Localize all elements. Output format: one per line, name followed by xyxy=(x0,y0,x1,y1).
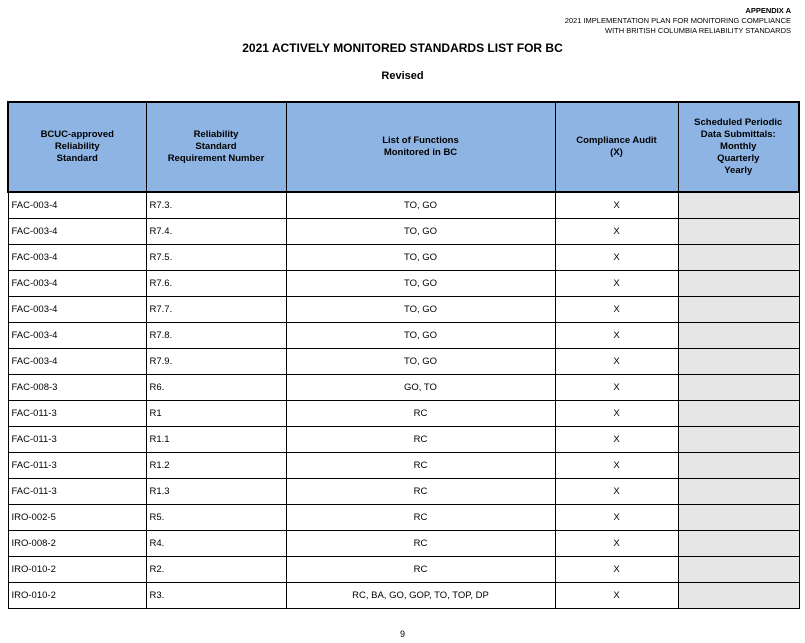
functions-cell: RC xyxy=(286,505,555,531)
functions-cell: RC, BA, GO, GOP, TO, TOP, DP xyxy=(286,583,555,609)
appendix-line-1: 2021 IMPLEMENTATION PLAN FOR MONITORING COMPLIANCE xyxy=(564,16,791,25)
audit-cell: X xyxy=(555,453,678,479)
page-subtitle: Revised xyxy=(381,70,424,82)
header-standard-line: Standard xyxy=(56,153,98,164)
functions-cell: RC xyxy=(286,453,555,479)
audit-cell: X xyxy=(555,479,678,505)
table-row xyxy=(8,192,799,219)
table-row xyxy=(8,531,799,557)
standard-cell: FAC-003-4 xyxy=(8,349,146,375)
header-submittals-line: Scheduled Periodic xyxy=(694,117,783,128)
standard-cell: FAC-003-4 xyxy=(8,297,146,323)
requirement-cell: R7.5. xyxy=(146,245,286,271)
header-audit-line: (X) xyxy=(610,147,623,158)
functions-cell: TO, GO xyxy=(286,192,555,219)
audit-cell: X xyxy=(555,323,678,349)
header-functions-line: Monitored in BC xyxy=(383,147,458,158)
submittals-cell xyxy=(678,401,799,427)
table-row xyxy=(8,453,799,479)
submittals-cell xyxy=(678,297,799,323)
requirement-cell: R4. xyxy=(146,531,286,557)
submittals-cell xyxy=(678,531,799,557)
audit-cell: X xyxy=(555,401,678,427)
submittals-cell xyxy=(678,323,799,349)
table-row xyxy=(8,557,799,583)
appendix-line-2: WITH BRITISH COLUMBIA RELIABILITY STANDARDS xyxy=(604,26,791,35)
table-row xyxy=(8,271,799,297)
table-row xyxy=(8,349,799,375)
submittals-cell xyxy=(678,427,799,453)
standard-cell: FAC-008-3 xyxy=(8,375,146,401)
requirement-cell: R7.3. xyxy=(146,192,286,219)
header-submittals-line: Yearly xyxy=(724,165,753,176)
audit-cell: X xyxy=(555,271,678,297)
requirement-cell: R7.7. xyxy=(146,297,286,323)
submittals-cell xyxy=(678,349,799,375)
header-functions xyxy=(286,102,555,192)
page-title: 2021 ACTIVELY MONITORED STANDARDS LIST FOR BC xyxy=(242,41,563,55)
submittals-cell xyxy=(678,192,799,219)
functions-cell: TO, GO xyxy=(286,297,555,323)
audit-cell: X xyxy=(555,297,678,323)
header-standard-line: BCUC-approved xyxy=(40,129,114,140)
standard-cell: FAC-003-4 xyxy=(8,323,146,349)
audit-cell: X xyxy=(555,557,678,583)
table-row xyxy=(8,219,799,245)
functions-cell: RC xyxy=(286,401,555,427)
header-submittals xyxy=(678,102,799,192)
requirement-cell: R7.4. xyxy=(146,219,286,245)
page-number: 9 xyxy=(399,629,405,639)
requirement-cell: R1.1 xyxy=(146,427,286,453)
header-submittals-line: Quarterly xyxy=(717,153,760,164)
requirement-cell: R1.3 xyxy=(146,479,286,505)
header-requirement-line: Reliability xyxy=(193,129,239,140)
header-functions-line: List of Functions xyxy=(382,135,459,146)
table-row xyxy=(8,401,799,427)
header-requirement-line: Standard xyxy=(195,141,237,152)
submittals-cell xyxy=(678,453,799,479)
functions-cell: TO, GO xyxy=(286,219,555,245)
requirement-cell: R1.2 xyxy=(146,453,286,479)
table-row xyxy=(8,323,799,349)
standard-cell: IRO-010-2 xyxy=(8,583,146,609)
functions-cell: TO, GO xyxy=(286,245,555,271)
functions-cell: RC xyxy=(286,479,555,505)
table-row xyxy=(8,583,799,609)
standard-cell: FAC-011-3 xyxy=(8,427,146,453)
functions-cell: TO, GO xyxy=(286,323,555,349)
audit-cell: X xyxy=(555,192,678,219)
submittals-cell xyxy=(678,505,799,531)
header-requirement xyxy=(146,102,286,192)
standard-cell: FAC-011-3 xyxy=(8,479,146,505)
audit-cell: X xyxy=(555,349,678,375)
table-row xyxy=(8,505,799,531)
standard-cell: FAC-003-4 xyxy=(8,219,146,245)
submittals-cell xyxy=(678,271,799,297)
requirement-cell: R6. xyxy=(146,375,286,401)
requirement-cell: R2. xyxy=(146,557,286,583)
appendix-header xyxy=(565,6,791,36)
submittals-cell xyxy=(678,479,799,505)
audit-cell: X xyxy=(555,427,678,453)
standard-cell: FAC-011-3 xyxy=(8,453,146,479)
table-row xyxy=(8,427,799,453)
table-row xyxy=(8,297,799,323)
requirement-cell: R7.6. xyxy=(146,271,286,297)
header-standard xyxy=(8,102,146,192)
table-body xyxy=(8,192,799,609)
audit-cell: X xyxy=(555,531,678,557)
appendix-label: APPENDIX A xyxy=(745,6,791,15)
functions-cell: RC xyxy=(286,427,555,453)
table-header-row xyxy=(8,102,799,192)
functions-cell: TO, GO xyxy=(286,271,555,297)
submittals-cell xyxy=(678,583,799,609)
table-row xyxy=(8,479,799,505)
header-requirement-line: Requirement Number xyxy=(167,153,265,164)
audit-cell: X xyxy=(555,219,678,245)
standard-cell: FAC-011-3 xyxy=(8,401,146,427)
audit-cell: X xyxy=(555,245,678,271)
requirement-cell: R7.9. xyxy=(146,349,286,375)
table-row xyxy=(8,375,799,401)
header-submittals-line: Monthly xyxy=(720,141,757,152)
standards-table xyxy=(7,101,800,609)
submittals-cell xyxy=(678,557,799,583)
submittals-cell xyxy=(678,375,799,401)
standard-cell: IRO-008-2 xyxy=(8,531,146,557)
requirement-cell: R1 xyxy=(146,401,286,427)
header-submittals-line: Data Submittals: xyxy=(700,129,776,140)
functions-cell: GO, TO xyxy=(286,375,555,401)
requirement-cell: R3. xyxy=(146,583,286,609)
header-audit-line: Compliance Audit xyxy=(576,135,657,146)
header-audit xyxy=(555,102,678,192)
functions-cell: RC xyxy=(286,531,555,557)
submittals-cell xyxy=(678,219,799,245)
functions-cell: RC xyxy=(286,557,555,583)
header-standard-line: Reliability xyxy=(54,141,100,152)
requirement-cell: R7.8. xyxy=(146,323,286,349)
audit-cell: X xyxy=(555,375,678,401)
requirement-cell: R5. xyxy=(146,505,286,531)
standard-cell: IRO-002-5 xyxy=(8,505,146,531)
standard-cell: FAC-003-4 xyxy=(8,245,146,271)
table-row xyxy=(8,245,799,271)
audit-cell: X xyxy=(555,583,678,609)
standard-cell: IRO-010-2 xyxy=(8,557,146,583)
submittals-cell xyxy=(678,245,799,271)
standard-cell: FAC-003-4 xyxy=(8,192,146,219)
functions-cell: TO, GO xyxy=(286,349,555,375)
audit-cell: X xyxy=(555,505,678,531)
standard-cell: FAC-003-4 xyxy=(8,271,146,297)
